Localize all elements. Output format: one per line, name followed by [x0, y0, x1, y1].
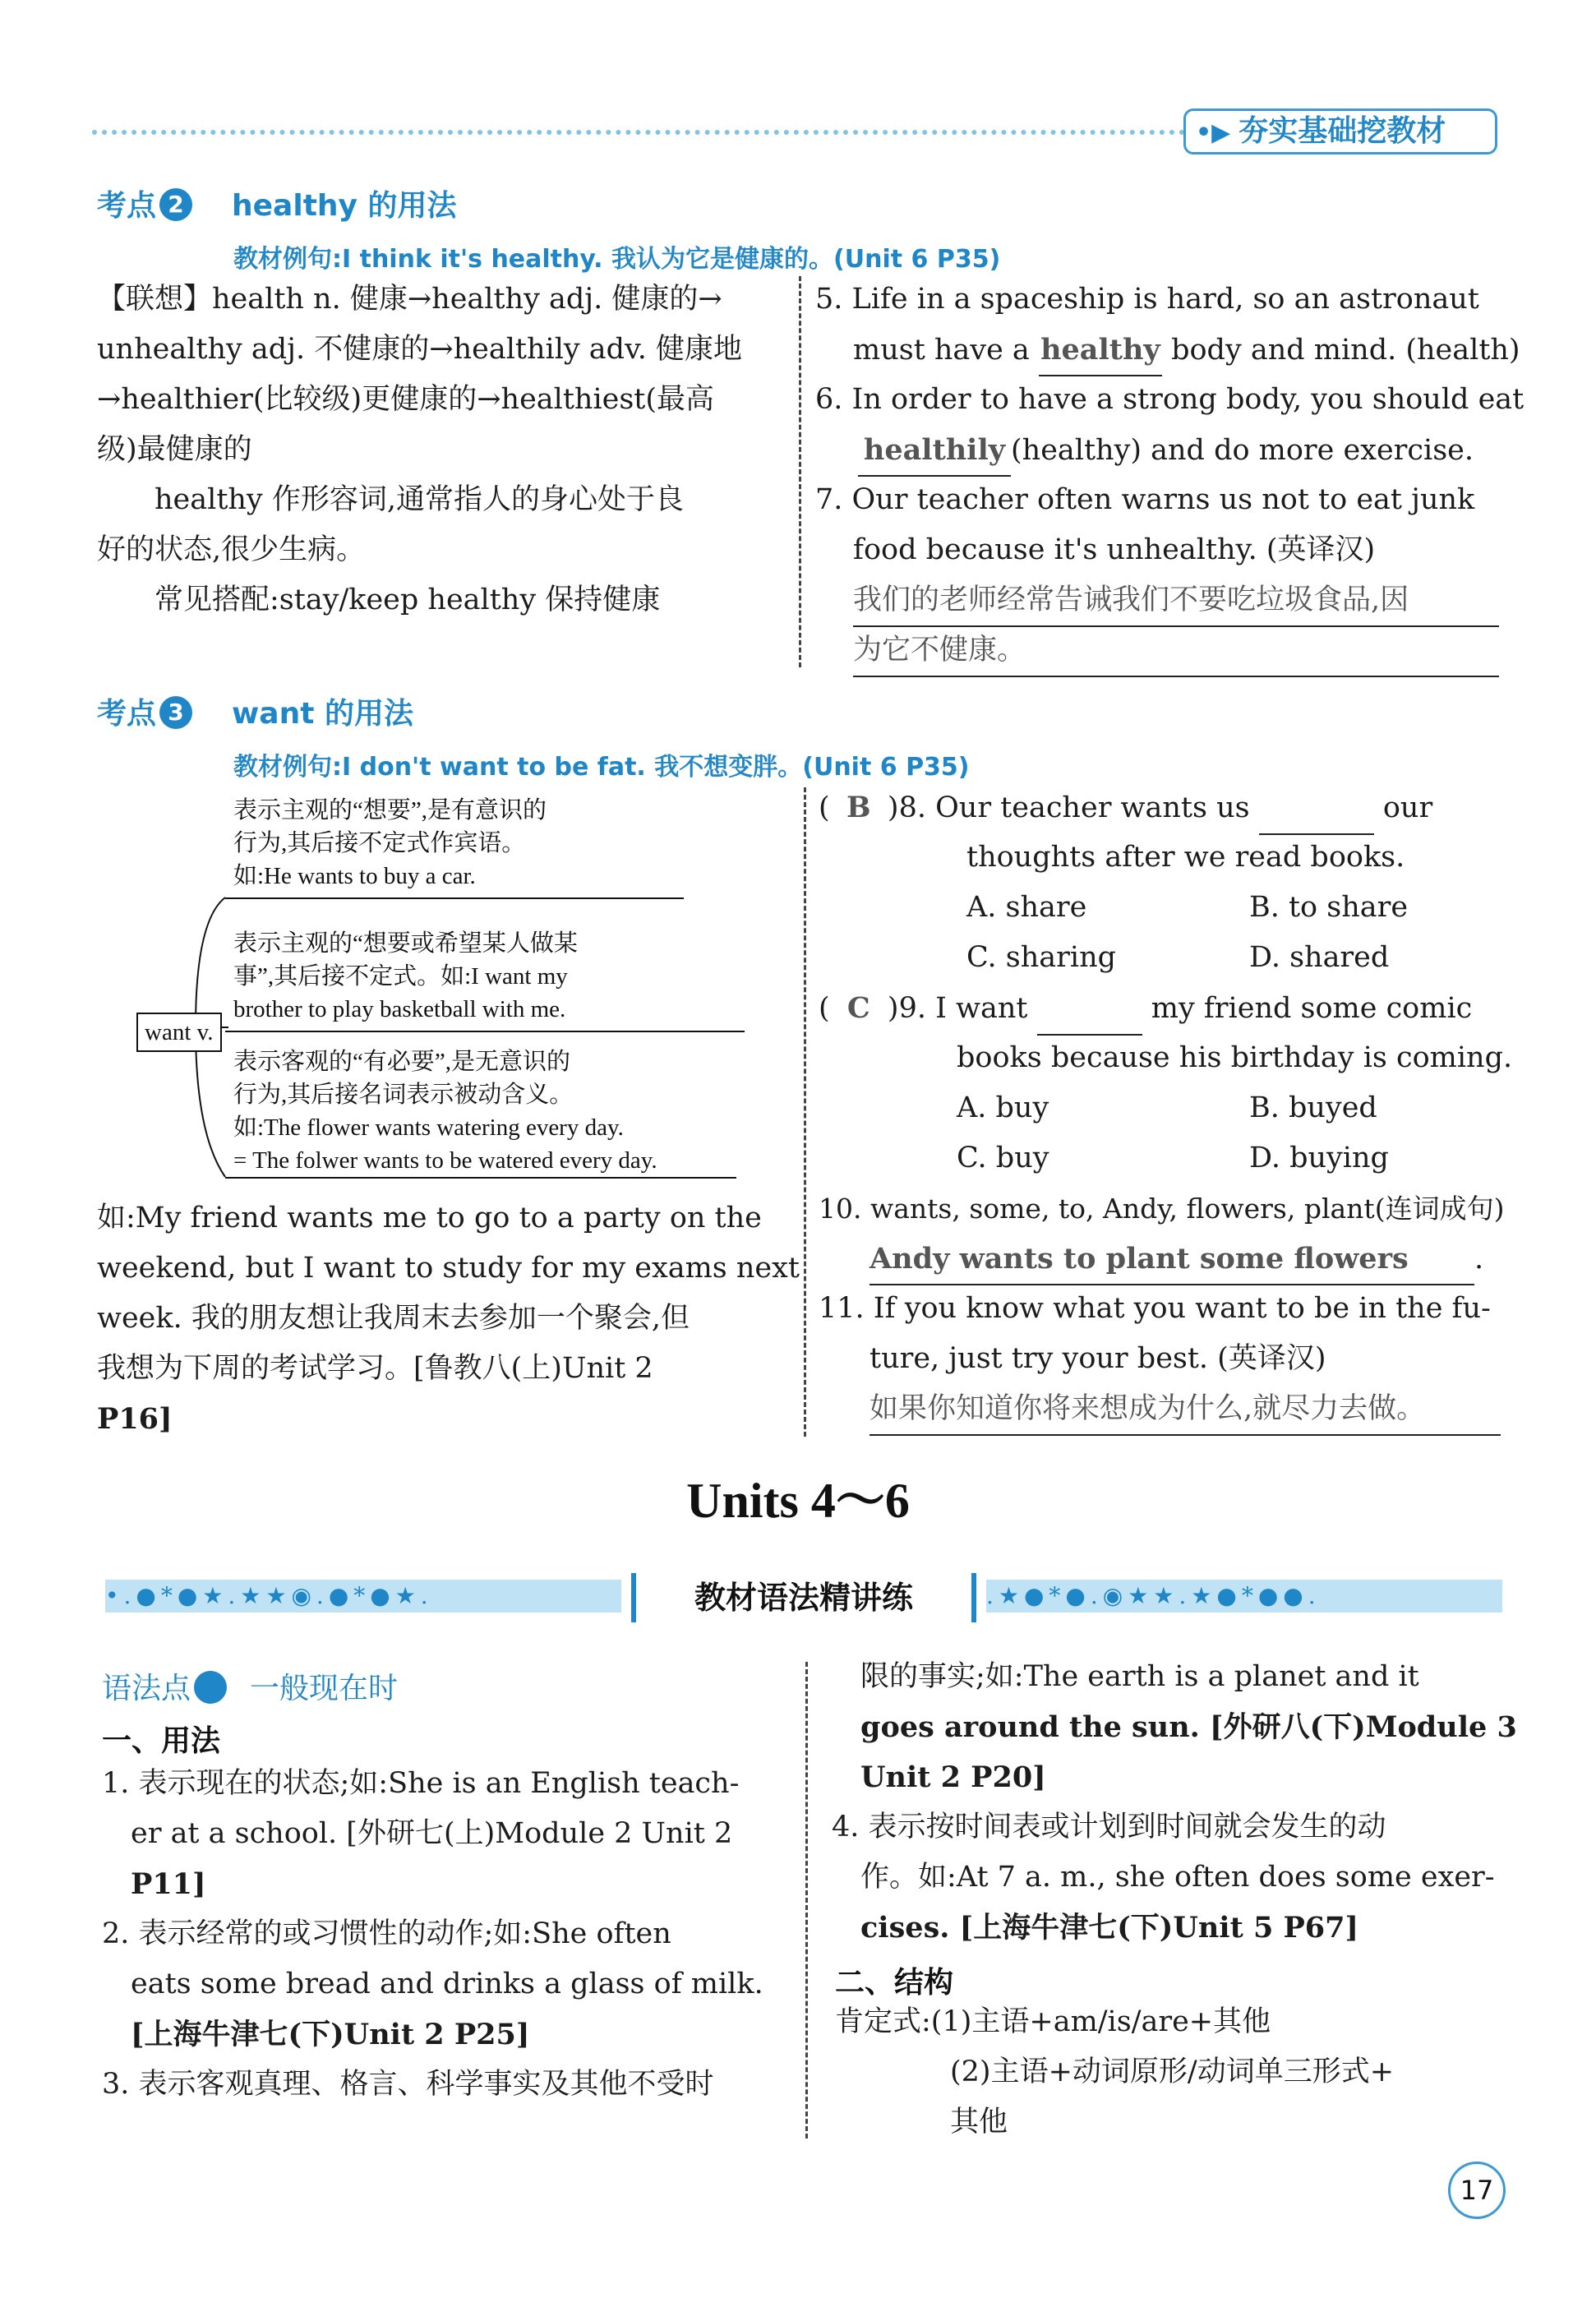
q8-answer: B	[846, 791, 871, 824]
grammar-point-heading	[102, 1665, 398, 1707]
example-line: week. 我的朋友想让我周末去参加一个聚会,但	[97, 1302, 690, 1335]
question-6-cont	[815, 425, 1506, 475]
q7-answer-line-2: 为它不健康。	[853, 625, 1499, 677]
question-10: 10. wants, some, to, Andy, flowers, plant(连词成句)	[819, 1193, 1505, 1225]
band-decoration-left: •.●*●★.★★◉.●*●★.	[105, 1580, 621, 1613]
structure-line: 其他	[835, 2106, 1008, 2139]
q8-options-row-2	[819, 933, 1509, 983]
section-band	[105, 1568, 1502, 1627]
usage-line: 限的事实;如:The earth is a planet and it	[832, 1660, 1419, 1693]
column-divider	[804, 787, 806, 1437]
branch-line: 表示主观的“想要”,是有意识的	[233, 797, 547, 824]
structure-line: 肯定式:(1)主语+am/is/are+其他	[835, 2005, 1271, 2038]
mindmap-underline	[225, 1177, 736, 1179]
usage-line: goes around the sun. [外研八(下)Module 3	[832, 1710, 1517, 1744]
note-line: 常见搭配:stay/keep healthy 保持健康	[97, 584, 661, 616]
mindmap-branch-2	[233, 927, 578, 1026]
q8-options-row-1	[819, 883, 1509, 933]
question-7-cont: food because it's unhealthy. (英译汉)	[853, 533, 1376, 566]
example-line: weekend, but I want to study for my exams next	[97, 1252, 800, 1285]
band-decoration-right: .★●*●.◉★★.★●*●●.	[986, 1580, 1502, 1613]
q9-option-a: A. buy	[957, 1091, 1049, 1124]
note-line: 好的状态,很少生病。	[97, 533, 366, 566]
section-badge-label: 夯实基础挖教材	[1239, 114, 1446, 148]
branch-line: 行为,其后接不定式作宾语。	[233, 830, 526, 856]
usage-line: [上海牛津七(下)Unit 2 P25]	[102, 2018, 530, 2051]
q6-text-end: (healthy) and do more exercise.	[1011, 434, 1474, 467]
usage-line: 2. 表示经常的或习惯性的动作;如:She often	[102, 1917, 671, 1950]
kaodian-2-example: 教材例句:I think it's healthy. 我认为它是健康的。(Unit 6 P35)	[233, 245, 1001, 274]
question-8-cont: thoughts after we read books.	[966, 841, 1405, 874]
kaodian-label: 考点	[97, 697, 157, 731]
page-number: 17	[1448, 2162, 1506, 2219]
band-label: 教材语法精讲练	[631, 1573, 976, 1622]
branch-line: 表示客观的“有必要”,是无意识的	[233, 1049, 570, 1075]
usage-line: cises. [上海牛津七(下)Unit 5 P67]	[832, 1911, 1359, 1945]
note-line: →healthier(比较级)更健康的→healthiest(最高	[97, 383, 715, 416]
kaodian-title: healthy 的用法	[232, 189, 457, 223]
q9-text-end: my friend some comic	[1151, 992, 1473, 1025]
example-line: 我想为下周的考试学习。[鲁教八(上)Unit 2	[97, 1352, 653, 1385]
q9-options-row-2	[819, 1133, 1509, 1183]
q10-answer-row: Andy wants to plant some flowers .	[819, 1234, 1509, 1284]
arrow-icon: •▶	[1196, 118, 1231, 147]
branch-line: 行为,其后接名词表示被动含义。	[233, 1082, 574, 1108]
question-5-cont	[815, 325, 1520, 375]
grammar-structure	[835, 1997, 1517, 2148]
grammar-usage-right	[832, 1652, 1517, 1953]
kaodian-3-heading	[97, 690, 413, 732]
q9-option-c: C. buy	[957, 1142, 1049, 1174]
q9-blank	[1037, 984, 1142, 1036]
question-8: ( B )8. Our teacher wants us our	[819, 782, 1509, 833]
structure-line: (2)主语+动词原形/动词单三形式+	[835, 2056, 1395, 2088]
grammar-usage-left	[102, 1759, 784, 2110]
kaodian-title: want 的用法	[232, 697, 413, 731]
section-badge	[1183, 108, 1497, 155]
header-dotted-rule	[92, 130, 1185, 135]
branch-line: = The folwer wants to be watered every day.	[233, 1147, 657, 1174]
branch-line: 事”,其后接不定式。如:I want my	[233, 963, 568, 990]
mindmap-root-box: want v.	[136, 1013, 222, 1052]
q8-option-b: B. to share	[1249, 891, 1409, 924]
usage-line: 1. 表示现在的状态;如:She is an English teach-	[102, 1767, 740, 1800]
note-line: healthy 作形容词,通常指人的身心处于良	[97, 483, 684, 516]
q8-option-d: D. shared	[1249, 941, 1390, 974]
q5-text: must have a	[853, 334, 1030, 367]
q9-option-d: D. buying	[1249, 1142, 1389, 1174]
usage-line: P11]	[102, 1867, 206, 1901]
kaodian-3-example-paragraph	[97, 1193, 800, 1444]
q11-answer-line: 如果你知道你将来想成为什么,就尽力去做。	[869, 1384, 1501, 1436]
column-divider	[805, 1662, 808, 2139]
kaodian-number: 3	[159, 696, 192, 729]
note-line: unhealthy adj. 不健康的→healthily adv. 健康地	[97, 333, 742, 366]
branch-line: 如:The flower wants watering every day.	[233, 1114, 624, 1141]
mindmap-underline	[225, 897, 684, 899]
grammar-label: 语法点	[102, 1672, 191, 1705]
usage-line: 4. 表示按时间表或计划到时间就会发生的动	[832, 1811, 1386, 1843]
kaodian-3-example: 教材例句:I don't want to be fat. 我不想变胖。(Unit 6 P35)	[233, 753, 970, 782]
q9-option-b: B. buyed	[1249, 1091, 1377, 1124]
question-6: 6. In order to have a strong body, you should eat	[815, 383, 1525, 416]
column-divider	[799, 276, 801, 667]
kaodian-2-heading	[97, 182, 457, 224]
q8-text-end: our	[1382, 791, 1433, 824]
branch-line: 如:He wants to buy a car.	[233, 863, 476, 889]
q9-answer: C	[846, 991, 870, 1025]
kaodian-2-notes	[97, 275, 779, 625]
section-structure-heading: 二、结构	[835, 1966, 954, 2000]
mindmap-underline	[225, 1031, 745, 1032]
note-line: 【联想】health n. 健康→healthy adj. 健康的→	[97, 283, 722, 316]
q7-answer-line-1: 我们的老师经常告诫我们不要吃垃圾食品,因	[853, 575, 1499, 627]
branch-line: 表示主观的“想要或希望某人做某	[233, 930, 578, 957]
q8-option-c: C. sharing	[966, 941, 1117, 974]
grammar-number-circle	[194, 1671, 227, 1704]
section-usage-heading: 一、用法	[102, 1724, 221, 1758]
q9-text: )9. I want	[887, 992, 1028, 1025]
q9-options-row-1	[819, 1083, 1509, 1133]
branch-line: brother to play basketball with me.	[233, 996, 566, 1022]
kaodian-label: 考点	[97, 189, 157, 223]
usage-line: er at a school. [外研七(上)Module 2 Unit 2	[102, 1817, 733, 1850]
question-9: ( C )9. I want my friend some comic	[819, 983, 1509, 1033]
kaodian-number: 2	[159, 188, 192, 221]
mindmap-branch-1	[233, 794, 547, 893]
q8-option-a: A. share	[966, 891, 1087, 924]
q8-text: )8. Our teacher wants us	[887, 791, 1250, 824]
usage-line: Unit 2 P20]	[832, 1760, 1046, 1794]
mindmap-branch-3	[233, 1045, 657, 1177]
usage-line: 作。如:At 7 a. m., she often does some exer-	[832, 1861, 1495, 1894]
question-5: 5. Life in a spaceship is hard, so an astronaut	[815, 283, 1479, 316]
grammar-title: 一般现在时	[250, 1672, 399, 1705]
usage-line: 3. 表示客观真理、格言、科学事实及其他不受时	[102, 2068, 714, 2101]
question-11: 11. If you know what you want to be in the fu-	[819, 1292, 1491, 1325]
question-9-cont: books because his birthday is coming.	[957, 1041, 1513, 1074]
q10-answer-blank: Andy wants to plant some flowers	[869, 1234, 1474, 1285]
q8-blank	[1259, 783, 1374, 835]
q5-answer-blank: healthy	[1039, 325, 1162, 376]
question-11-cont: ture, just try your best. (英译汉)	[869, 1342, 1326, 1375]
usage-line: eats some bread and drinks a glass of milk.	[102, 1968, 763, 2000]
example-line: 如:My friend wants me to go to a party on the	[97, 1202, 762, 1234]
kaodian-3-exercises	[819, 782, 1513, 1434]
example-line: P16]	[97, 1402, 173, 1436]
question-7: 7. Our teacher often warns us not to eat junk	[815, 483, 1475, 516]
units-title: Units 4～6	[686, 1474, 910, 1528]
q6-answer-blank: healthily	[858, 425, 1011, 477]
q5-text-end: body and mind. (health)	[1171, 334, 1520, 367]
note-line: 级)最健康的	[97, 433, 252, 466]
kaodian-2-exercises	[815, 275, 1525, 676]
